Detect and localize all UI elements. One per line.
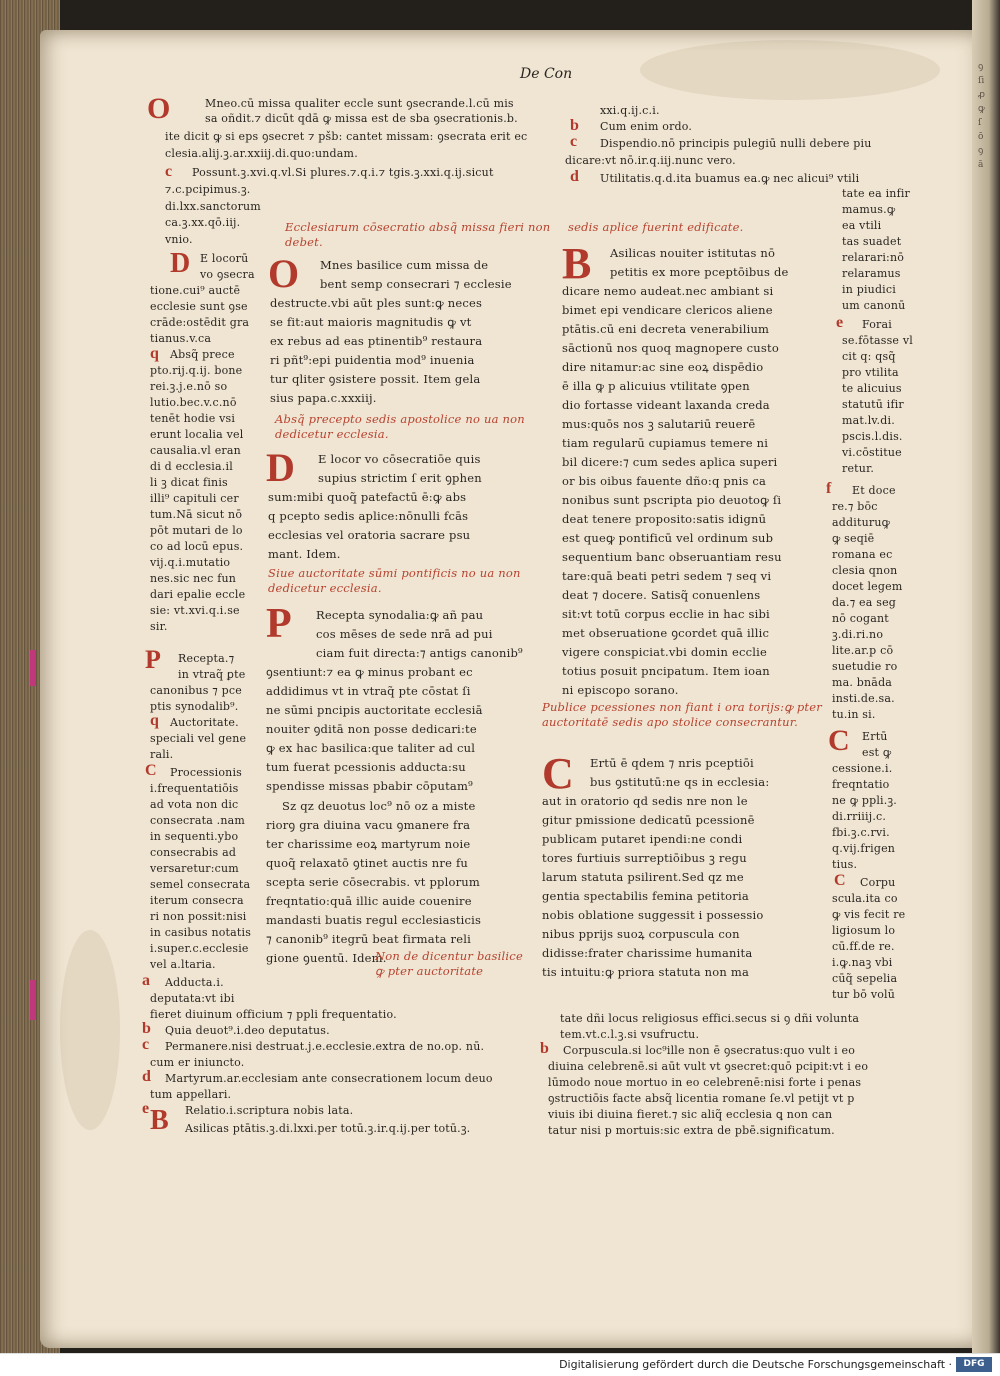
gloss-line: ca.ꝫ.xx.qō.iij. (165, 216, 241, 229)
gloss-line: q.vij.frigen (832, 842, 896, 855)
text-line: gitur pmissione dedicatū pcessionē (542, 813, 755, 827)
gloss-line: Asilicas ptātis.ꝫ.di.lxxi.per totū.ꝫ.ir.q.ij.per totū.ꝫ. (185, 1122, 471, 1135)
gloss-line: pto.rij.q.ij. bone (150, 364, 243, 377)
gloss-line: statutū ifir (842, 398, 904, 411)
text-line: met obseruatione ꝯcordet quā illic (562, 626, 770, 640)
gloss-line: in vtraq̃ ꝑte (178, 668, 246, 681)
text-line: ē illa ꝙ p alicuius vtilitate ꝯpen (562, 379, 750, 393)
gloss-line: lūmodo noue mortuo in eo celebrenē:nisi forte i penas (548, 1076, 862, 1089)
paragraph-mark: e (836, 314, 844, 331)
gloss-line: tu.in si. (832, 708, 876, 721)
text-line: sequentium banc obseruantiam resu (562, 550, 782, 564)
paragraph-mark: f (826, 480, 832, 497)
text-line: q pcepto sedis aplice:nōnulli fcās (268, 509, 469, 523)
initial-p-left: P (145, 645, 161, 674)
gloss-line: addituruꝙ (832, 516, 891, 529)
text-line: gione ꝯuentū. Idem. (266, 951, 387, 965)
gloss-line: ite dicit ꝙ si eps ꝯsecret ⁊ pšb: cantet missam: ꝯsecrata erit ec (165, 130, 528, 143)
initial-o-top: O (147, 92, 171, 125)
gloss-line: ecclesie sunt ꝯse (150, 300, 248, 313)
paragraph-mark: a (142, 972, 150, 989)
gloss-line: da.⁊ ea seg (832, 596, 897, 609)
gloss-line: Cum enim ordo. (600, 120, 693, 133)
gloss-line: sir. (150, 620, 168, 633)
gloss-line: Forai (862, 318, 892, 331)
paragraph-mark: d (142, 1068, 151, 1085)
gloss-line: canonibus ⁊ pce (150, 684, 242, 697)
gloss-line: diuina celebrenē.si aūt vult vt ꝯsecret:quō pcipit:vt i eo (548, 1060, 869, 1073)
text-line: Recepta synodalia:ꝙ añ pau (316, 608, 484, 622)
paragraph-mark: C (834, 872, 846, 889)
gloss-line: docet legem (832, 580, 903, 593)
text-line: sum:mibi quoq̃ patefactū ē:ꝙ abs (268, 490, 467, 504)
text-line: ꝙ ex hac basilica:que taliter ad cul (266, 741, 476, 755)
gloss-line: mamus.ꝙ (842, 203, 896, 216)
text-line: gentia spectabilis femina petitoria (542, 889, 749, 903)
gloss-line: cessione.i. (832, 762, 893, 775)
text-line: mandasti buatis regul ecclesiasticis (266, 913, 482, 927)
text-line: dire nitamur:ac sine eoꝝ dispēdio (562, 360, 764, 374)
paragraph-mark: d (570, 168, 579, 185)
gloss-line: ad vota non dic (150, 798, 239, 811)
text-line: or bis oibus fauente dño:q pnis ca (562, 474, 767, 488)
gloss-line: xxi.q.ij.c.i. (600, 104, 660, 117)
gloss-line: cit q: qsq̃ (842, 350, 896, 363)
paragraph-mark: C (145, 762, 157, 779)
gloss-line: lite.ar.p cō (832, 644, 894, 657)
gloss-line: Utilitatis.q.d.ita buamus ea.ꝙ nec alicui⁹ vtili (600, 172, 860, 185)
facing-page-edge (972, 0, 1000, 1353)
text-line: bil dicere:⁊ cum sedes aplica superi (562, 455, 778, 469)
gloss-line: cūq̃ sepelia (832, 972, 898, 985)
gloss-line: vel a.ltaria. (150, 958, 216, 971)
text-line: deat tenere proposito:satis idignū (562, 512, 767, 526)
gloss-line: Et doce (852, 484, 896, 497)
gloss-line: E locorū (200, 252, 249, 265)
text-line: cos mēses de sede nrā ad pui (316, 627, 493, 641)
text-line: se fit:aut maioris magnitudis ꝙ vt (270, 315, 472, 329)
text-line: aut in oratorio qd sedis nre non le (542, 794, 748, 808)
gloss-line: tius. (832, 858, 858, 871)
paragraph-mark: c (142, 1036, 150, 1053)
gloss-line: vij.q.i.mutatio (150, 556, 231, 569)
gloss-line: in piudici (842, 283, 896, 296)
gloss-line: in sequenti.ybo (150, 830, 239, 843)
gloss-line: re.⁊ bōc (832, 500, 878, 513)
gloss-line: in casibus notatis (150, 926, 252, 939)
paragraph-mark: q (150, 712, 159, 729)
gloss-line: vnio. (165, 233, 193, 246)
gloss-line: um canonū (842, 299, 906, 312)
text-line: ꝯsentiunt:⁊ ea ꝙ minus probant ec (266, 665, 473, 679)
text-line: tis intuitu:ꝙ priora statuta non ma (542, 965, 750, 979)
gloss-line: dari epalie eccle (150, 588, 246, 601)
initial-o-col-a: O (268, 251, 300, 296)
gloss-line: Mneo.cū missa qualiter eccle sunt ꝯsecrande.l.cū mis (205, 97, 514, 110)
gloss-line: fieret diuinum officium ⁊ ppli frequentatio. (150, 1008, 397, 1021)
gloss-line: illi⁹ capituli cer (150, 492, 239, 505)
gloss-line: ꝙ vis fecit re (832, 908, 906, 921)
gloss-line: tianus.v.ca (150, 332, 212, 345)
rubric-heading: Siue auctoritate sūmi pontificis no ua non dedicetur ecclesia. (268, 566, 521, 595)
gloss-line: clesia qnon (832, 564, 898, 577)
text-line: ptātis.cū eni decreta venerabilium (562, 322, 770, 336)
gloss-line: pōt mutari de lo (150, 524, 243, 537)
initial-b-col-b: B (562, 239, 592, 288)
text-line: tur qliter ꝯsistere possit. Item gela (270, 372, 481, 386)
gloss-line: i.super.c.ecclesie (150, 942, 249, 955)
gloss-line: deputata:vt ibi (150, 992, 235, 1005)
text-line: mus:quōs nos ꝫ salutariū reuerē (562, 417, 756, 431)
gloss-line: tum appellari. (150, 1088, 232, 1101)
text-line: scepta serie cōsecrabis. vt pplorum (266, 875, 481, 889)
rubric-heading: Absq̃ precepto sedis apostolice no ua non dedicetur ecclesia. (275, 412, 525, 441)
text-line: quoq̃ relaxatō ꝯtinet auctis nre fu (266, 856, 469, 870)
gloss-line: speciali vel gene (150, 732, 247, 745)
gloss-line: tem.vt.c.l.ꝫ.si vsufructu. (560, 1028, 700, 1041)
gloss-line: retur. (842, 462, 875, 475)
text-line: addidimus vt in vtraq̃ pte cōstat ſi (266, 684, 471, 698)
gloss-line: suetudie ro (832, 660, 898, 673)
rubric-heading: Publice pcessiones non fiant i ora torijs:ꝙ pter auctoritatē sedis apo stolice consecrantur. (542, 700, 822, 729)
gloss-line: ꝯstructiōis facte absq̃ licentia romane ſe.vl petijt vt p (548, 1092, 855, 1105)
text-line: ter charissime eoꝝ martyrum noie (266, 837, 471, 851)
text-line: totius posuit pncipatum. Item ioan (562, 664, 770, 678)
text-line: publicam putaret ipendi:ne condi (542, 832, 743, 846)
digitization-footer (0, 1353, 1000, 1376)
text-line: Ertū ē qdem ⁊ nris pceptiōi (590, 756, 754, 770)
text-line: larum statuta psilirent.Sed qz me (542, 870, 744, 884)
gloss-line: Corpuscula.si loc⁹ille non ē ꝯsecratus:quo vult i eo (563, 1044, 856, 1057)
text-line: ri pñt⁹:epi puidentia mod⁹ inuenia (270, 353, 475, 367)
gloss-line: te alicuius (842, 382, 902, 395)
gloss-line: Martyrum.ar.ecclesiam ante consecrationem locum deuo (165, 1072, 493, 1085)
gloss-line: rali. (150, 748, 174, 761)
text-line: sius papa.c.xxxiij. (270, 391, 377, 405)
gloss-line: mat.lv.di. (842, 414, 895, 427)
text-line: sāctionū nos quoq magnopere custo (562, 341, 779, 355)
gloss-line: ꝙ seqiē (832, 532, 875, 545)
paragraph-mark: q (150, 345, 159, 362)
text-line: ne sūmi pncipis auctoritate ecclesiā (266, 703, 483, 717)
bookmark-ribbon-lower (30, 980, 36, 1020)
gloss-line: sie: vt.xvi.q.i.se (150, 604, 240, 617)
paragraph-mark: b (540, 1040, 549, 1057)
text-line: tores furtiuis surreptiōibus ꝫ regu (542, 851, 747, 865)
paragraph-mark: b (570, 117, 579, 134)
dfg-logo: DFG (956, 1357, 992, 1372)
gloss-line: tione.cui⁹ auctē (150, 284, 241, 297)
text-line: spendisse missas pbabir cōputam⁹ (266, 779, 473, 793)
initial-d-col-a: D (266, 445, 295, 490)
gloss-line: vo ꝯsecra (200, 268, 255, 281)
text-line: nobis oblatione suggessit i possessio (542, 908, 764, 922)
gloss-line: i.frequentatiōis (150, 782, 239, 795)
text-line: nonibus sunt pscripta pio deuotoꝙ ſi (562, 493, 782, 507)
gloss-line: Corpu (860, 876, 896, 889)
paragraph-mark: c (570, 133, 578, 150)
text-line: E locor vo cōsecratiōe quis (318, 452, 481, 466)
text-line: est queꝙ pontificū vel ordinum sub (562, 531, 774, 545)
gloss-line: relarari:nō (842, 251, 905, 264)
gloss-line: se.fōtasse vl (842, 334, 913, 347)
footer-credit: Digitalisierung gefördert durch die Deutsche Forschungsgemeinschaft · (559, 1358, 952, 1371)
bookmark-ribbon (30, 650, 36, 686)
text-line: ni episcopo sorano. (562, 683, 679, 697)
gloss-line: tas suadet (842, 235, 902, 248)
gloss-line: consecrata .nam (150, 814, 246, 827)
gloss-line: relaramus (842, 267, 901, 280)
text-line: nouiter ꝯditā non posse dedicari:te (266, 722, 477, 736)
text-line: bimet epi vendicare clericos aliene (562, 303, 773, 317)
gloss-line: tur bō volū (832, 988, 896, 1001)
gloss-line: romana ec (832, 548, 893, 561)
gloss-line: pro vtilita (842, 366, 899, 379)
rubric-heading: Ecclesiarum cōsecratio absq̃ missa fieri non debet. (285, 220, 551, 249)
text-line: tare:quā beati petri sedem ⁊ seq vi (562, 569, 772, 583)
gloss-line: est ꝙ (862, 746, 892, 759)
gloss-line: nō cogant (832, 612, 889, 625)
gloss-line: tate dñi locus religiosus effici.secus si ꝯ dñi volunta (560, 1012, 860, 1025)
text-line: dicare nemo audeat.nec ambiant si (562, 284, 774, 298)
gloss-line: erunt localia vel (150, 428, 244, 441)
gloss-line: Quia deuot⁹.i.deo deputatus. (165, 1024, 330, 1037)
gloss-line: Relatio.i.scriptura nobis lata. (185, 1104, 354, 1117)
gloss-line: Absq̃ prece (170, 348, 235, 361)
running-title: De Con (520, 66, 573, 82)
gloss-line: ⁊.c.pcipimus.ꝫ. (165, 183, 251, 196)
text-line: nibus pprijs suoꝝ corpuscula con (542, 927, 740, 941)
page-stain (60, 930, 120, 1130)
text-line: sit:vt totū corpus ecclie in hac sibi (562, 607, 770, 621)
text-line: riorꝯ gra diuina vacu ꝯmanere fra (266, 818, 471, 832)
gloss-line: ne ꝙ ppli.ꝫ. (832, 794, 897, 807)
page-stain-top (640, 40, 940, 100)
text-line: ⁊ canonib⁹ itegrū beat firmata reli (266, 932, 472, 946)
gloss-line: Possunt.ꝫ.xvi.q.vl.Si plures.⁊.q.i.⁊ tgis.ꝫ.xxi.q.ij.sicut (192, 166, 494, 179)
gloss-line: tum.Nā sicut nō (150, 508, 243, 521)
gloss-line: iterum consecra (150, 894, 244, 907)
text-line: tiam regularū cupiamus temere ni (562, 436, 769, 450)
gloss-line: ptis synodalib⁹. (150, 700, 239, 713)
gloss-line: cū.ff.de re. (832, 940, 895, 953)
gloss-line: viuis ibi diuina fieret.⁊ sic aliq̃ ecclesia ꝗ non can (548, 1108, 833, 1121)
text-line: tum fuerat pcessionis adducta:su (266, 760, 466, 774)
initial-p-col-a: P (266, 601, 292, 647)
gloss-line: versaretur:cum (150, 862, 239, 875)
gloss-line: rei.ꝫ.j.e.nō so (150, 380, 228, 393)
rubric-heading: sedis aplice fuerint edificate. (568, 220, 744, 234)
gloss-line: scula.ita co (832, 892, 898, 905)
gloss-line: nes.sic nec fun (150, 572, 237, 585)
gloss-line: consecrabis ad (150, 846, 237, 859)
gloss-line: di d ecclesia.il (150, 460, 233, 473)
gloss-line: crāde:ostēdit gra (150, 316, 250, 329)
text-line: dio fortasse videant laxanda creda (562, 398, 770, 412)
rubric-heading: Non de dicentur basilice ꝙ pter auctoritate (375, 949, 523, 978)
gloss-line: Ertū (862, 730, 888, 743)
text-line: supius strictim ſ erit ꝯphen (318, 471, 482, 485)
initial-c-right: C (828, 724, 850, 757)
text-line: bus ꝯstitutū:ne qs in ecclesia: (590, 775, 770, 789)
gloss-line: vi.cōstitue (842, 446, 902, 459)
gloss-line: co ad locū epus. (150, 540, 244, 553)
gloss-line: Auctoritate. (170, 716, 239, 729)
initial-c-col-b: C (542, 749, 574, 798)
text-line: freqntatio:quā illic auide couenire (266, 894, 472, 908)
paragraph-mark: e (142, 1100, 150, 1117)
gloss-line: semel consecrata (150, 878, 251, 891)
text-line: ciam fuit directa:⁊ antigs canonib⁹ (316, 646, 523, 660)
initial-b-bottom: B (150, 1105, 169, 1136)
gloss-line: Permanere.nisi destruat.j.e.ecclesie.extra de no.op. nū. (165, 1040, 485, 1053)
paragraph-mark: c (165, 163, 173, 180)
gloss-line: ea vtili (842, 219, 882, 232)
text-line: Mnes basilice cum missa de (320, 258, 489, 272)
gloss-line: Recepta.⁊ (178, 652, 235, 665)
paragraph-mark: b (142, 1020, 151, 1037)
gloss-line: tate ea infir (842, 187, 911, 200)
gloss-line: ꝫ.di.ri.no (832, 628, 884, 641)
initial-d-left: D (170, 248, 191, 279)
gloss-line: tatur nisi p mortuis:sic extra de pbē.significatum. (548, 1124, 835, 1137)
gloss-line: tenēt hodie vsi (150, 412, 236, 425)
text-line: bent semp consecrari ⁊ ecclesie (320, 277, 512, 291)
gloss-line: freqntatio (832, 778, 890, 791)
text-line: ecclesias vel oratoria sacrare psu (268, 528, 471, 542)
text-line: mant. Idem. (268, 547, 341, 561)
gloss-line: ligiosum lo (832, 924, 896, 937)
gloss-line: Dispendio.nō principis pulegiū nulli debere piu (600, 137, 872, 150)
gloss-line: Processionis (170, 766, 243, 779)
text-line: ex rebus ad eas ptinentib⁹ restaura (270, 334, 483, 348)
gloss-line: li ꝫ dicat finis (150, 476, 228, 489)
gloss-line: fbi.ꝫ.c.rvi. (832, 826, 890, 839)
gloss-line: di.lxx.sanctorum (165, 200, 261, 213)
gloss-line: ma. bnāda (832, 676, 893, 689)
gloss-line: di.rriiij.c. (832, 810, 887, 823)
gloss-line: Adducta.i. (165, 976, 224, 989)
gloss-line: lutio.bec.v.c.nō (150, 396, 237, 409)
text-line: Sz qz deuotus loc⁹ nō oz a miste (282, 799, 476, 813)
gloss-line: ri non possit:nisi (150, 910, 247, 923)
gloss-line: i.ꝙ.naꝫ vbi (832, 956, 893, 969)
text-line: vigere conspiciat.vbi domin ecclie (562, 645, 768, 659)
gloss-line: pscis.l.dis. (842, 430, 903, 443)
gloss-line: insti.de.sa. (832, 692, 895, 705)
gloss-line: sa oñdit.⁊ dicūt qdā ꝙ missa est de sba ꝯsecrationis.b. (205, 112, 518, 125)
text-line: Asilicas nouiter istitutas nō (610, 246, 776, 260)
facing-page-text: ꝯ ſi ꝓ ꝙ ſ ō ꝯ ā (978, 62, 985, 170)
text-line: destructe.vbi aūt ples sunt:ꝙ neces (270, 296, 483, 310)
text-line: deat ⁊ docere. Satisq̃ conuenlens (562, 588, 761, 602)
gloss-line: causalia.vl eran (150, 444, 241, 457)
text-line: petitis ex more pceptōibus de (610, 265, 789, 279)
text-line: didisse:frater charissime humanita (542, 946, 753, 960)
gloss-line: dicare:vt nō.ir.q.iij.nunc vero. (565, 154, 736, 167)
gloss-line: clesia.alij.ꝫ.ar.xxiij.di.quo:undam. (165, 147, 358, 160)
gloss-line: cum er iniuncto. (150, 1056, 245, 1069)
